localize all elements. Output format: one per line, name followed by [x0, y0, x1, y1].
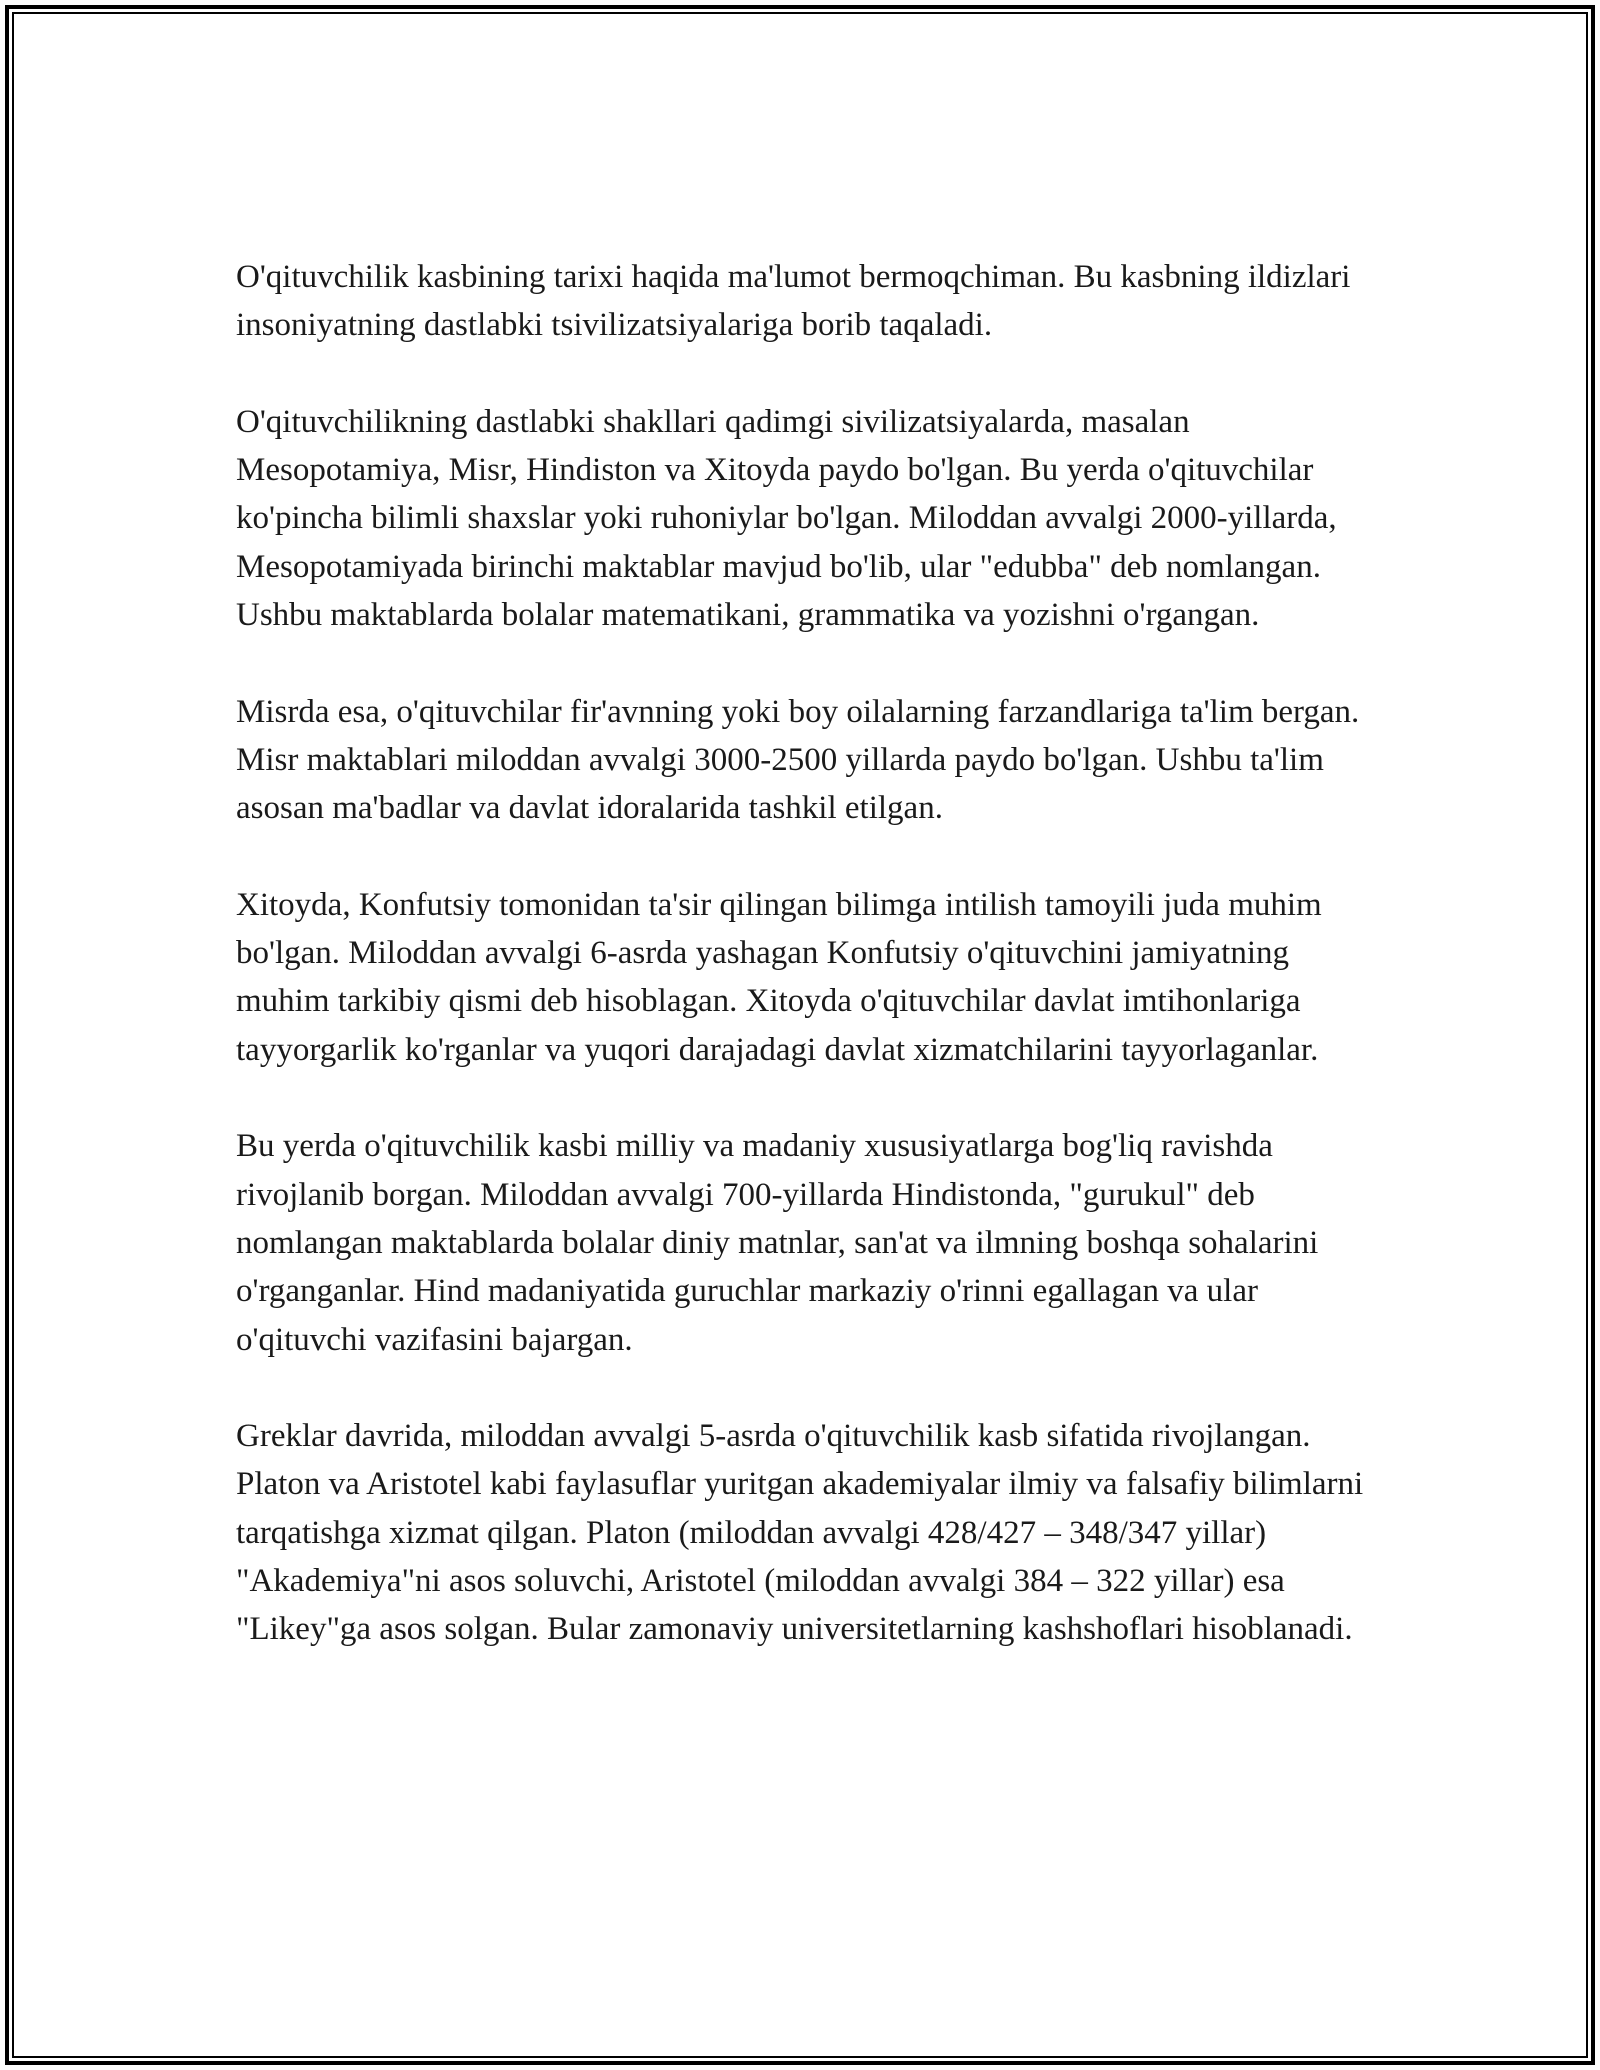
paragraph-china: Xitoyda, Konfutsiy tomonidan ta'sir qilingan bilimga intilish tamoyili juda muhim bo'lgan. Miloddan avvalgi 6-asrda yashagan Konfutsiy o'qituvchini jamiyatning muhim tarkibiy qismi deb hisoblagan. Xitoyda o'qituvchilar davlat imtihonlariga tayyorgarlik ko'rganlar va yuqori darajadagi davlat xizmatchilarini tayyorlaganlar.	[236, 886, 1322, 1068]
paragraph-intro: O'qituvchilik kasbining tarixi haqida ma'lumot bermoqchiman. Bu kasbning ildizlari insoniyatning dastlabki tsivilizatsiyalariga borib taqaladi.	[236, 259, 1351, 344]
paragraph-india: Bu yerda o'qituvchilik kasbi milliy va madaniy xususiyatlarga bog'liq ravishda rivojlanib borgan. Miloddan avvalgi 700-yillarda Hindistonda, "gurukul" deb nomlangan maktablarda bolalar diniy matnlar, san'at va ilmning boshqa sohalarini o'rganganlar. Hind madaniyatida guruchlar markaziy o'rinni egallagan va ular o'qituvchi vazifasini bajargan.	[236, 1128, 1319, 1358]
document-body	[236, 253, 1386, 1654]
paragraph-greece: Greklar davrida, miloddan avvalgi 5-asrda o'qituvchilik kasb sifatida rivojlangan. Platon va Aristotel kabi faylasuflar yuritgan akademiyalar ilmiy va falsafiy bilimlarni tarqatishga xizmat qilgan. Platon (miloddan avvalgi 428/427 – 348/347 yillar) "Akademiya"ni asos soluvchi, Aristotel (miloddan avvalgi 384 – 322 yillar) esa "Likey"ga asos solgan. Bular zamonaviy universitetlarning kashshoflari hisoblanadi.	[236, 1418, 1364, 1648]
paragraph-mesopotamia: O'qituvchilikning dastlabki shakllari qadimgi sivilizatsiyalarda, masalan Mesopotamiya, Misr, Hindiston va Xitoyda paydo bo'lgan. Bu yerda o'qituvchilar ko'pincha bilimli shaxslar yoki ruhoniylar bo'lgan. Miloddan avvalgi 2000-yillarda, Mesopotamiyada birinchi maktablar mavjud bo'lib, ular "edubba" deb nomlangan. Ushbu maktablarda bolalar matematikani, grammatika va yozishni o'rgangan.	[236, 403, 1337, 634]
paragraph-egypt: Misrda esa, o'qituvchilar fir'avnning yoki boy oilalarning farzandlariga ta'lim bergan. Misr maktablari miloddan avvalgi 3000-2500 yillarda paydo bo'lgan. Ushbu ta'lim asosan ma'badlar va davlat idoralarida tashkil etilgan.	[236, 693, 1360, 827]
